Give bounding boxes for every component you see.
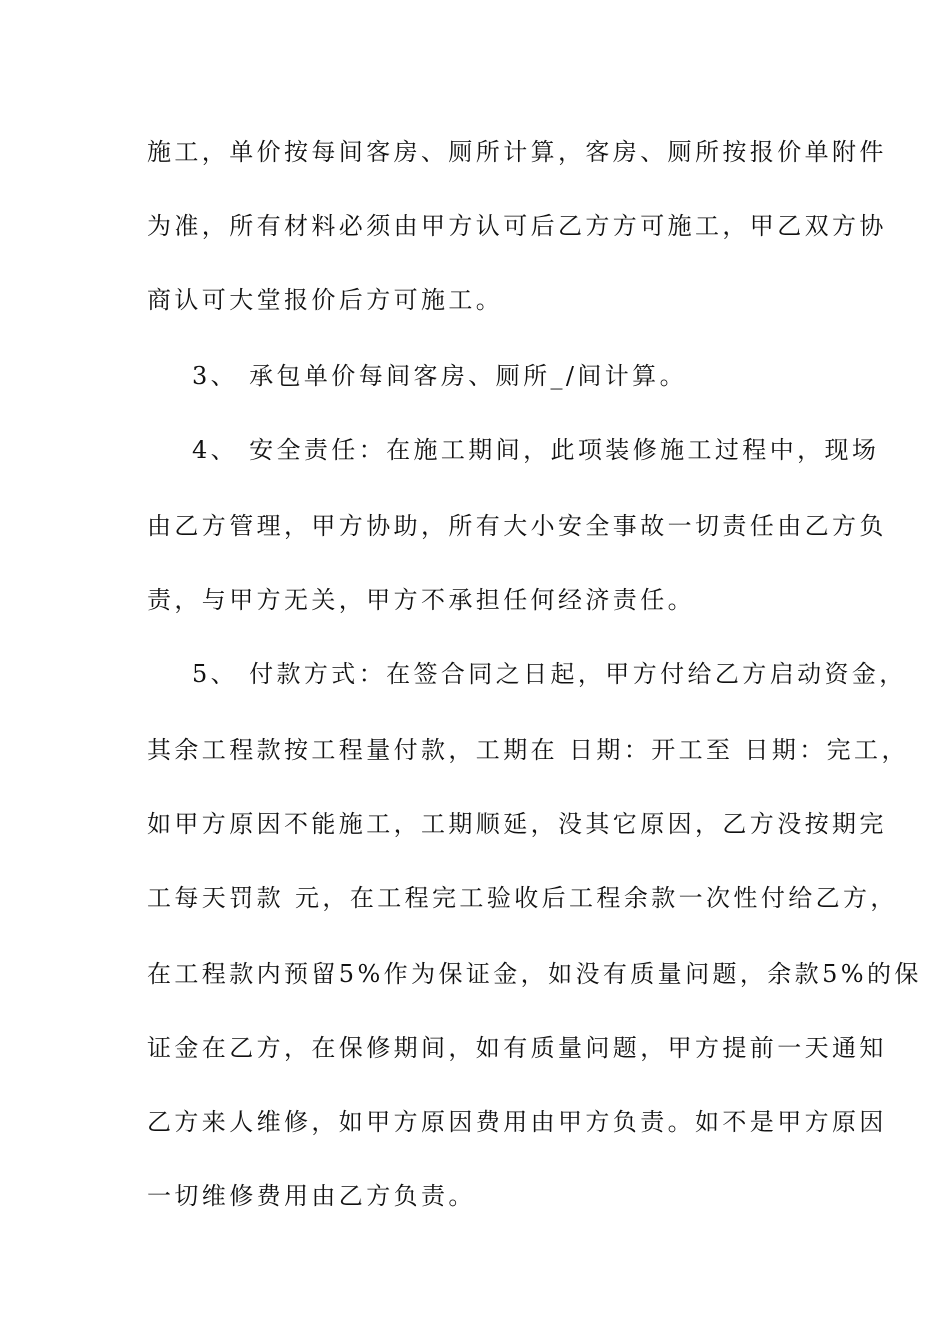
clause-4: 4、 安全责任：在施工期间，此项装修施工过程中，现场 [192,436,880,464]
text-line: 证金在乙方，在保修期间，如有质量问题，甲方提前一天通知 [147,1034,887,1062]
text-line: 工每天罚款 元，在工程完工验收后工程余款一次性付给乙方， [147,884,898,912]
clause-3: 3、 承包单价每间客房、厕所_/间计算。 [192,362,687,390]
text-line: 其余工程款按工程量付款，工期在 日期：开工至 日期：完工， [147,736,909,764]
text-line: 乙方来人维修，如甲方原因费用由甲方负责。如不是甲方原因 [147,1108,887,1136]
text-line: 在工程款内预留5%作为保证金，如没有质量问题，余款5%的保 [147,960,922,988]
text-line: 责，与甲方无关，甲方不承担任何经济责任。 [147,586,695,614]
text-line: 由乙方管理，甲方协助，所有大小安全事故一切责任由乙方负 [147,512,887,540]
text-line: 为准，所有材料必须由甲方认可后乙方方可施工，甲乙双方协 [147,212,887,240]
text-line: 如甲方原因不能施工，工期顺延，没其它原因，乙方没按期完 [147,810,887,838]
text-line: 商认可大堂报价后方可施工。 [147,286,504,314]
text-line: 一切维修费用由乙方负责。 [147,1182,476,1210]
text-line: 施工，单价按每间客房、厕所计算，客房、厕所按报价单附件 [147,138,887,166]
clause-5: 5、 付款方式：在签合同之日起，甲方付给乙方启动资金， [192,660,907,688]
